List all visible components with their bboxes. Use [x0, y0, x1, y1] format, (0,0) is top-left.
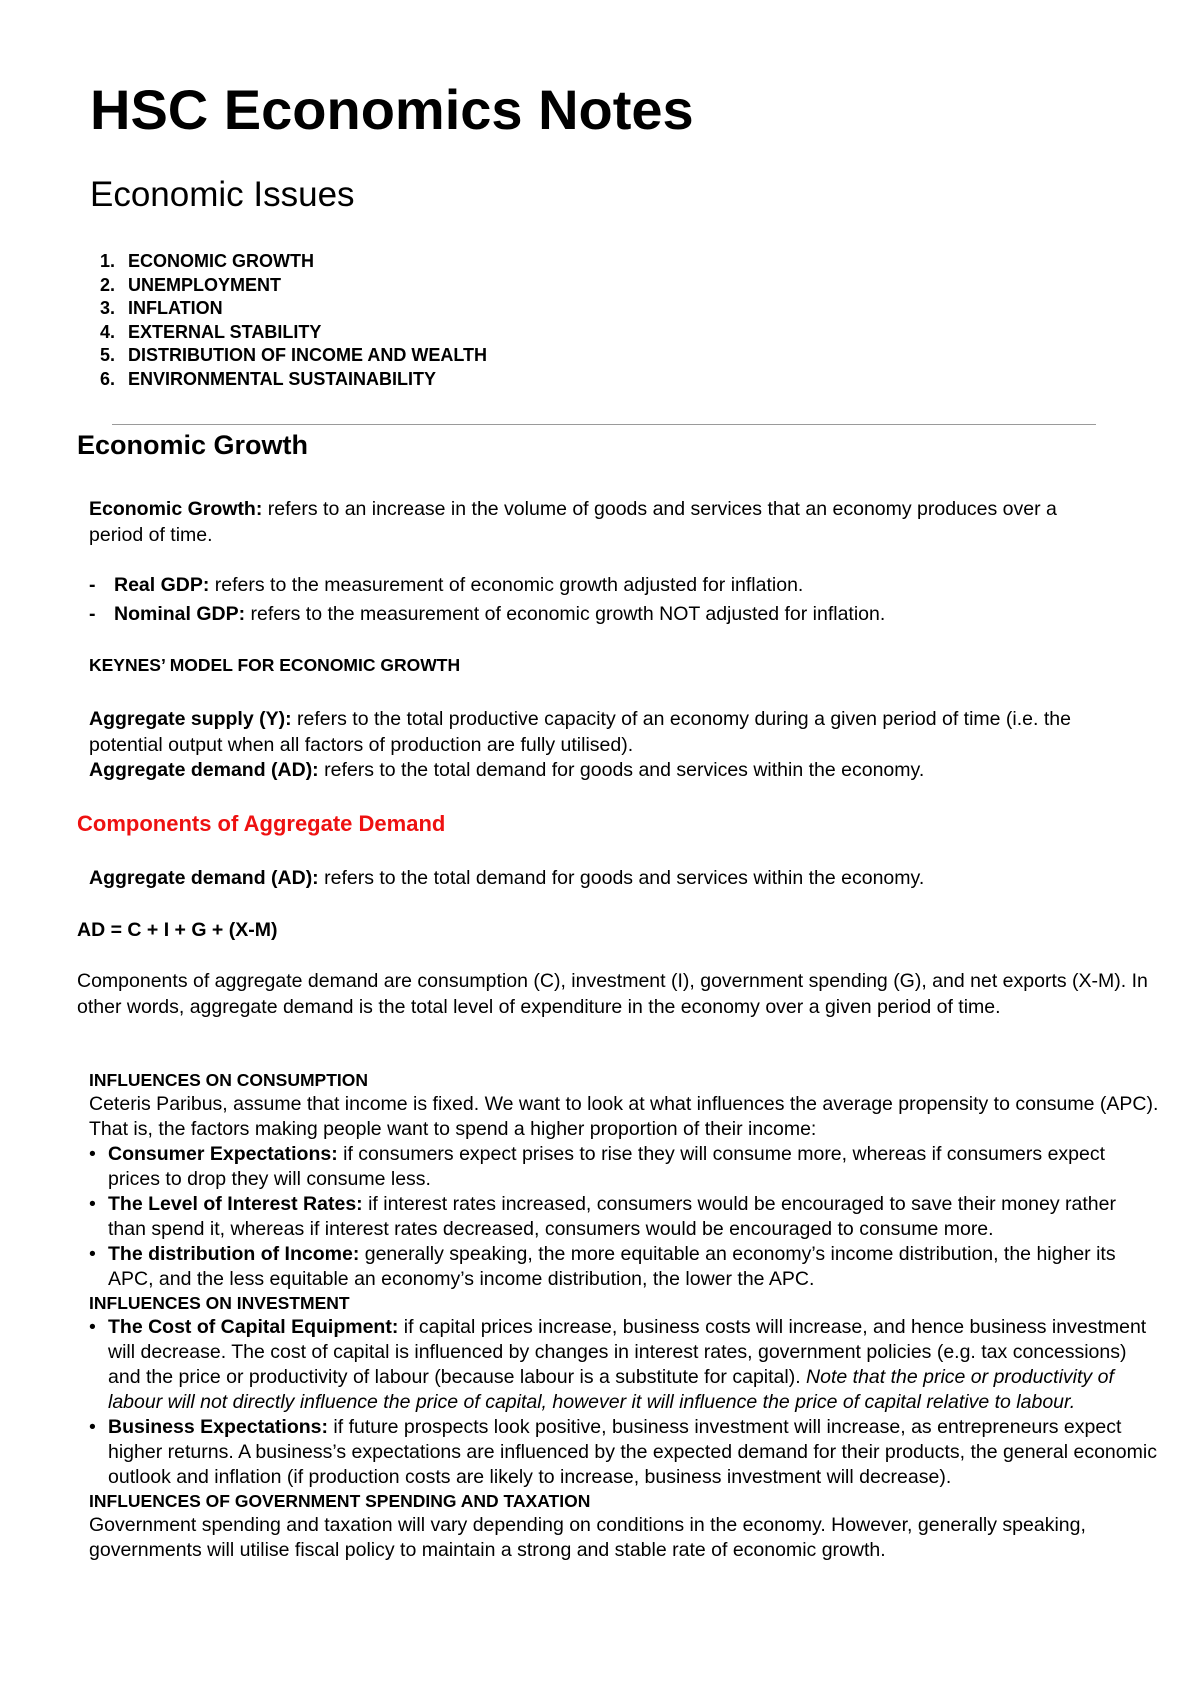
- real-gdp-item: [89, 571, 885, 600]
- real-gdp-text: refers to the measurement of economic growth adjusted for inflation.: [209, 574, 804, 596]
- consumption-heading: INFLUENCES ON CONSUMPTION: [89, 1070, 369, 1090]
- real-gdp-term: Real GDP:: [114, 574, 210, 596]
- nominal-gdp-item: [89, 600, 885, 629]
- item-text: if interest rates increased, consumers would be encouraged to save their money rather than spend it, whereas if interest rates decreased, consumers would be encouraged to consume more.: [108, 1193, 1116, 1240]
- investment-list: [89, 1315, 1159, 1490]
- list-item: [89, 1192, 1159, 1242]
- keynes-model-heading: KEYNES’ MODEL FOR ECONOMIC GROWTH: [89, 655, 461, 675]
- item-text: if future prospects look positive, business investment will increase, as entrepreneurs expect higher returns. A business’s expectations are influenced by the expected demand for their products, the general economic outlook and inflation (if production costs are likely to increase, business investment will decrease).: [108, 1416, 1157, 1488]
- issues-list: [90, 250, 487, 391]
- horizontal-divider: [112, 424, 1096, 425]
- item-text: if capital prices increase, business costs will increase, and hence business investment will decrease. The cost of capital is influenced by changes in interest rates, government policies (e.g. tax concessions) and the price or productivity of labour (because labour is a substitute for capital).: [108, 1316, 1147, 1388]
- aggregate-demand-text: refers to the total demand for goods and services within the economy.: [318, 759, 925, 781]
- issue-item: 4. EXTERNAL STABILITY: [120, 321, 487, 345]
- investment-heading: INFLUENCES ON INVESTMENT: [89, 1293, 350, 1313]
- components-ad-term: Aggregate demand (AD):: [89, 867, 319, 889]
- list-item: [89, 1142, 1159, 1192]
- item-term: Consumer Expectations:: [108, 1143, 338, 1165]
- nominal-gdp-text: refers to the measurement of economic growth NOT adjusted for inflation.: [245, 603, 886, 625]
- components-heading: Components of Aggregate Demand: [77, 811, 446, 836]
- influences-section: [89, 1069, 1159, 1563]
- definition-term: Economic Growth:: [89, 498, 263, 520]
- list-item: [89, 1242, 1159, 1292]
- economic-growth-heading: Economic Growth: [77, 430, 309, 460]
- issue-item: 1. ECONOMIC GROWTH: [120, 250, 487, 274]
- item-text: generally speaking, the more equitable an economy’s income distribution, the higher its APC, and the less equitable an economy’s income distribution, the lower the APC.: [108, 1243, 1116, 1290]
- issue-item: 5. DISTRIBUTION OF INCOME AND WEALTH: [120, 344, 487, 368]
- components-ad-definition: [89, 866, 1129, 892]
- issue-item: 3. INFLATION: [120, 297, 487, 321]
- section-subtitle: Economic Issues: [90, 175, 355, 214]
- components-ad-text: refers to the total demand for goods and services within the economy.: [318, 867, 925, 889]
- government-heading: INFLUENCES OF GOVERNMENT SPENDING AND TAXATION: [89, 1491, 591, 1511]
- item-term: Business Expectations:: [108, 1416, 328, 1438]
- ad-formula: AD = C + I + G + (X-M): [77, 919, 278, 941]
- list-item: [89, 1415, 1159, 1490]
- issue-item: 2. UNEMPLOYMENT: [120, 274, 487, 298]
- components-description: Components of aggregate demand are consumption (C), investment (I), government spending (G), and net exports (X-M). In other words, aggregate demand is the total level of expenditure in the economy over a given period of time.: [77, 970, 1148, 1018]
- consumption-intro: Ceteris Paribus, assume that income is fixed. We want to look at what influences the average propensity to consume (APC). That is, the factors making people want to spend a higher proportion of their income:: [89, 1093, 1159, 1140]
- aggregate-supply-definition: [89, 707, 1129, 758]
- item-note: Note that the price or productivity of labour will not directly influence the price of capital, however it will influence the price of capital relative to labour.: [108, 1366, 1114, 1413]
- aggregate-demand-term: Aggregate demand (AD):: [89, 759, 319, 781]
- item-text: if consumers expect prises to rise they will consume more, whereas if consumers expect prices to drop they will consume less.: [108, 1143, 1106, 1190]
- page-title: HSC Economics Notes: [90, 78, 694, 141]
- growth-definition: [89, 497, 1099, 548]
- issue-item: 6. ENVIRONMENTAL SUSTAINABILITY: [120, 368, 487, 392]
- item-term: The distribution of Income:: [108, 1243, 360, 1265]
- nominal-gdp-term: Nominal GDP:: [114, 603, 246, 625]
- definition-text: refers to an increase in the volume of goods and services that an economy produces over a period of time.: [89, 498, 1057, 546]
- aggregate-supply-term: Aggregate supply (Y):: [89, 708, 292, 730]
- government-text: Government spending and taxation will vary depending on conditions in the economy. However, generally speaking, governments will utilise fiscal policy to maintain a strong and stable rate of economic growth.: [89, 1514, 1086, 1561]
- gdp-list: [89, 571, 885, 629]
- consumption-list: [89, 1142, 1159, 1292]
- aggregate-demand-definition: [89, 758, 1129, 784]
- item-term: The Cost of Capital Equipment:: [108, 1316, 399, 1338]
- list-item: [89, 1315, 1159, 1415]
- item-term: The Level of Interest Rates:: [108, 1193, 363, 1215]
- aggregate-supply-text: refers to the total productive capacity of an economy during a given period of time (i.e. the potential output when all factors of production are fully utilised).: [89, 708, 1071, 756]
